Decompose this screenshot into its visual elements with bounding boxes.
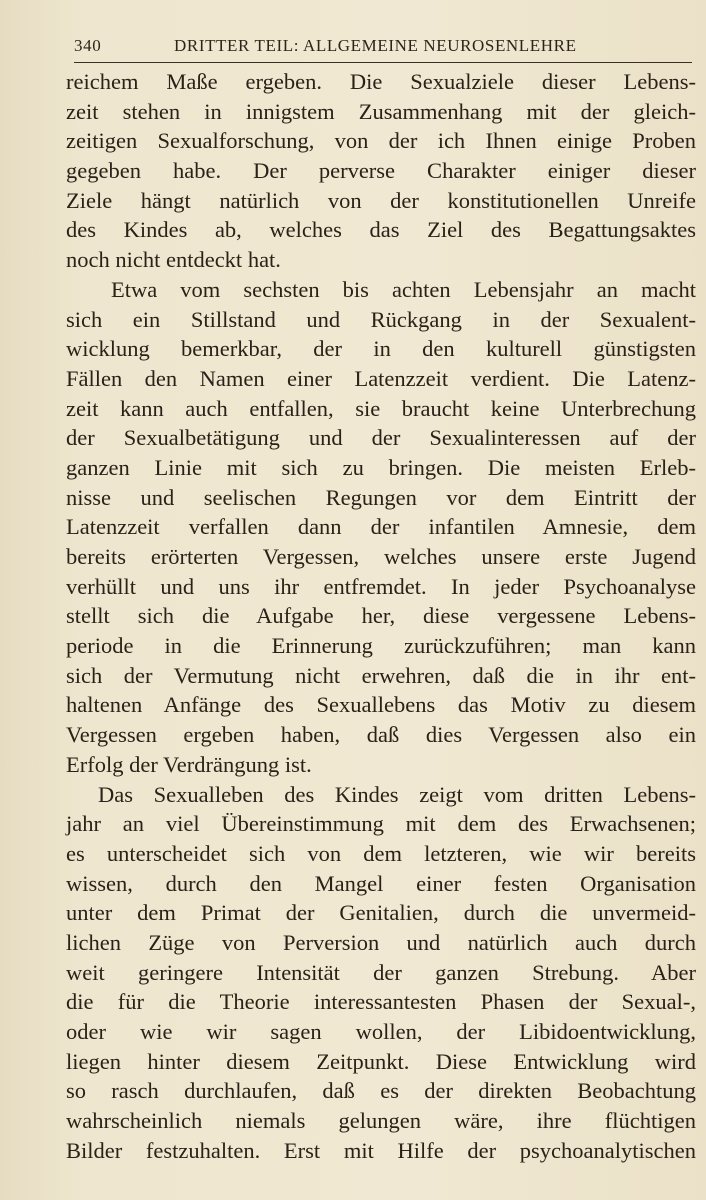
text-line: haltenen Anfänge des Sexuallebens das Motiv zu diesem [66,692,696,718]
text-line: zeitigen Sexualforschung, von der ich Ihnen einige Proben [66,128,696,154]
text-line: nisse und seelischen Regungen vor dem Eintritt der [66,484,696,510]
text-line: gegeben habe. Der perverse Charakter einiger dieser [66,158,696,184]
text-line: Bilder festzuhalten. Erst mit Hilfe der psychoanalytischen [66,1137,696,1163]
text-line: wahrscheinlich niemals gelungen wäre, ihre flüchtigen [66,1108,696,1134]
text-line: jahr an viel Übereinstimmung mit dem des Erwachsenen; [66,811,696,837]
text-line: wicklung bemerkbar, der in den kulturell günstigsten [66,336,696,362]
text-line: periode in die Erinnerung zurückzuführen; man kann [66,633,696,659]
text-line: Latenzzeit verfallen dann der infantilen Amnesie, dem [66,514,696,540]
text-line: wissen, durch den Mangel einer festen Organisation [66,870,696,896]
page-header [74,36,690,58]
text-line: Ziele hängt natürlich von der konstitutionellen Unreife [66,187,696,213]
text-line: verhüllt und uns ihr entfremdet. In jeder Psychoanalyse [66,573,696,599]
text-line: Erfolg der Verdrängung ist. [66,751,312,777]
text-line: Fällen den Namen einer Latenzzeit verdient. Die Latenz- [66,365,696,391]
text-line: stellt sich die Aufgabe her, diese vergessene Lebens- [66,603,696,629]
running-head: DRITTER TEIL: ALLGEMEINE NEUROSENLEHRE [174,36,577,55]
text-line: Das Sexualleben des Kindes zeigt vom dritten Lebens- [98,781,696,807]
text-line: die für die Theorie interessantesten Phasen der Sexual-, [66,989,696,1015]
text-line: es unterscheidet sich von dem letzteren, wie wir bereits [66,840,696,866]
text-line: reichem Maße ergeben. Die Sexualziele dieser Lebens- [66,69,696,94]
text-line: liegen hinter diesem Zeitpunkt. Diese Entwicklung wird [66,1048,696,1074]
text-line: unter dem Primat der Genitalien, durch die unvermeid- [66,900,696,926]
text-line: ganzen Linie mit sich zu bringen. Die meisten Erleb- [66,454,696,480]
text-line: zeit kann auch entfallen, sie braucht keine Unterbrechung [66,395,696,421]
text-line: oder wie wir sagen wollen, der Libidoentwicklung, [66,1019,696,1044]
body-text [66,67,696,1165]
text-line: noch nicht entdeckt hat. [66,247,281,273]
text-line: Vergessen ergeben haben, daß dies Vergessen also ein [66,722,696,748]
text-line: bereits erörterten Vergessen, welches unsere erste Jugend [66,544,696,569]
text-line: lichen Züge von Perversion und natürlich auch durch [66,929,696,955]
text-line: Etwa vom sechsten bis achten Lebensjahr an macht [111,276,696,302]
text-line: weit geringere Intensität der ganzen Strebung. Aber [66,959,696,985]
text-line: sich ein Stillstand und Rückgang in der Sexualent- [66,306,696,332]
page-number: 340 [74,36,102,55]
text-line: so rasch durchlaufen, daß es der direkten Beobachtung [66,1078,696,1104]
text-line: zeit stehen in innigstem Zusammenhang mit der gleich- [66,98,696,124]
text-line: der Sexualbetätigung und der Sexualinteressen auf der [66,425,696,451]
text-line: sich der Vermutung nicht erwehren, daß die in ihr ent- [66,662,696,688]
header-rule [74,62,692,63]
text-line: des Kindes ab, welches das Ziel des Begattungsaktes [66,217,696,243]
